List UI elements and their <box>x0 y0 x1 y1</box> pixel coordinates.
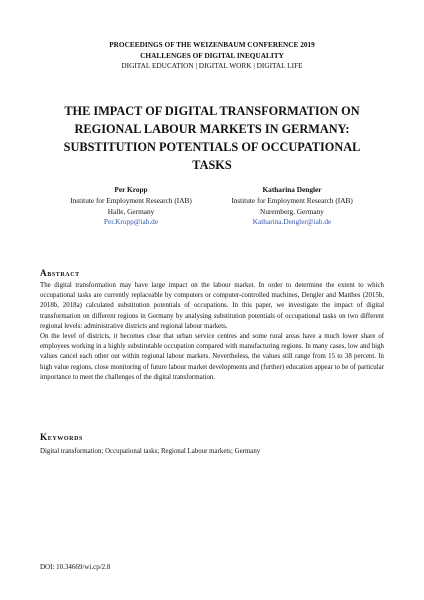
conference-tracks: DIGITAL EDUCATION | DIGITAL WORK | DIGITAL LIFE <box>121 61 303 71</box>
conference-header <box>0 40 424 72</box>
abstract-paragraph: On the level of districts, it becomes clear that urban service centres and some rural areas have a much lower share of employees working in a highly substitutable occupation compared with manufacturing regions. In many cases, low and high values cancel each other out within regional labour markets. Nevertheless, the values still range from 15 to 38 percent. In high value regions, close monitoring of future labour market developments and (further) education appear to be of particular importance to meet the challenges of the digital transformation. <box>40 333 384 381</box>
paper-title <box>50 102 374 174</box>
author-name: Per Kropp <box>114 185 148 194</box>
conference-name: PROCEEDINGS OF THE WEIZENBAUM CONFERENCE 2019 <box>109 40 315 49</box>
keywords-text: Digital transformation; Occupational tasks; Regional Labour markets; Germany <box>40 448 261 455</box>
author-affiliation: Institute for Employment Research (IAB) <box>70 195 192 205</box>
conference-theme: CHALLENGES OF DIGITAL INEQUALITY <box>140 50 284 60</box>
author-block <box>202 185 382 228</box>
abstract-paragraph: The digital transformation may have large impact on the labour market. In order to determine the extent to which occupational tasks are currently replaceable by computers or computer-controlled machines, Dengler and Matthes (2015b, 2018b, 2018a) calculated substitution potentials of occupations. In this paper, we investigate the impact of digital transformation on different regions in Germany by analysing substitution potentials of occupational tasks on two different regional levels: administrative districts and regional labour markets. <box>40 282 384 330</box>
abstract-body <box>40 281 384 383</box>
title-line: THE IMPACT OF DIGITAL TRANSFORMATION ON <box>64 104 360 118</box>
title-line: REGIONAL LABOUR MARKETS IN GERMANY: <box>74 122 350 136</box>
author-name: Katharina Dengler <box>262 185 322 194</box>
author-location: Nuremberg, Germany <box>260 206 324 216</box>
author-email-link[interactable]: Katharina.Dengler@iab.de <box>252 217 332 227</box>
author-email-link[interactable]: Per.Kropp@iab.de <box>103 217 159 227</box>
title-line: SUBSTITUTION POTENTIALS OF OCCUPATIONAL <box>63 140 361 154</box>
title-line: TASKS <box>192 158 232 172</box>
author-affiliation: Institute for Employment Research (IAB) <box>231 195 353 205</box>
doi-text: DOI: 10.34669/wi.cp/2.8 <box>40 563 111 571</box>
keywords-heading: Keywords <box>40 432 83 442</box>
abstract-heading: Abstract <box>40 268 80 278</box>
author-block <box>41 185 221 228</box>
author-location: Halle, Germany <box>107 206 155 216</box>
